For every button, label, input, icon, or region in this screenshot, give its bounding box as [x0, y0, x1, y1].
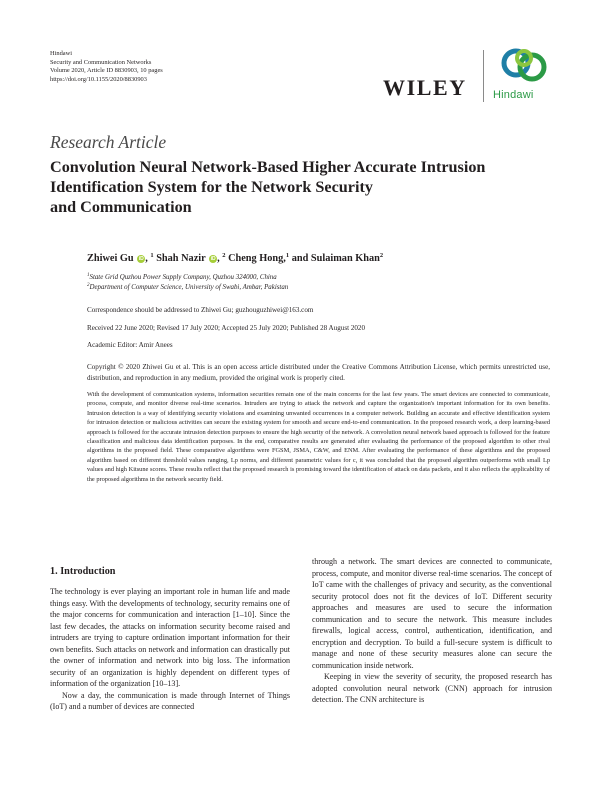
abstract: With the development of communication systems, information securities remain one of the main concerns for the last few years. The smart devices are connected to communicate, process, compute, and monitor diverse real-time scenarios. Intruders are trying to attack the network and capture the organization's important information for its own benefits. Intrusion detection is a way of identifying security violations and examining unwanted occurrences in a computer network. Building an accurate and effective identification system for intrusion detection or malicious activities can secure the existing system for smooth and secure end-to-end communication. In the proposed research work, a deep learning-based approach is followed for the accurate intrusion detection purposes to ensure the high security of the network. A convolution neural network based approach is followed for the feature classification and malicious data identification purposes. In the end, comparative results are generated after evaluating the performance of the proposed algorithm to other rival algorithms in the proposed field. These comparative algorithms were FGSM, JSMA, C&W, and ENM. After evaluating the performance of these algorithms and the proposed algorithm based on different threshold values ranging, Lp norms, and different parametric values for c, it was concluded that the proposed algorithm outperforms with small Lp values and high Kitsune scores. These results reflect that the proposed research is promising toward the identification of attack on data packets, and it also reflects the applicability of the proposed algorithms in the network security field.: [87, 391, 550, 483]
author-name[interactable]: Shah Nazir: [156, 253, 206, 264]
author-name[interactable]: Sulaiman Khan: [310, 253, 380, 264]
hindawi-logo-text: Hindawi: [493, 89, 534, 101]
section-heading: 1. Introduction: [50, 566, 116, 577]
orcid-icon[interactable]: iD: [210, 256, 216, 262]
body-column-right: [312, 556, 552, 706]
article-title: [50, 157, 560, 217]
author-affil-sup: 1: [150, 252, 154, 259]
title-line: and Communication: [50, 198, 192, 216]
author-affil-sup: 2: [379, 252, 384, 259]
publication-dates: Received 22 June 2020; Revised 17 July 2020; Accepted 25 July 2020; Published 28 August 2020: [87, 324, 366, 332]
hindawi-rings-icon: [496, 45, 552, 85]
title-line: Convolution Neural Network-Based Higher Accurate Intrusion: [50, 158, 486, 176]
journal-volume: Volume 2020, Article ID 8830903, 10 pages: [50, 67, 163, 75]
paragraph: through a network. The smart devices are connected to communicate, process, compute, and monitor diverse real-time scenarios. The concept of IoT came with the challenges of privacy and security, as the conventional security protocol does not fit the devices of IoT. Different security approaches and measures are used to secure the information communication and to secure the network. This measure includes firewalls, logical access, control, authentication, identification, and encryption and decryption. To build a full-secure system is difficult to manage and none of these security measures alone can secure the communication inside network.: [312, 557, 552, 670]
paragraph: Keeping in view the severity of security, the proposed research has adopted convolution neural network (CNN) approach for intrusion detection. The CNN architecture is: [312, 672, 552, 704]
copyright-notice: Copyright © 2020 Zhiwei Gu et al. This is an open access article distributed under the Creative Commons Attribution License, which permits unrestricted use, distribution, and reproduction in any medium, provided the original work is properly cited.: [87, 363, 550, 382]
affiliation-1: $^1$State Grid Quzhou Power Supply Company, Quzhou 324000, China: [87, 273, 277, 281]
paragraph: Now a day, the communication is made through Internet of Things (IoT) and a number of devices are connected: [50, 690, 290, 711]
correspondence: Correspondence should be addressed to Zhiwei Gu; guzhouguzhiwei@163.com: [87, 306, 314, 314]
author-name[interactable]: Zhiwei Gu: [87, 253, 134, 264]
academic-editor: Academic Editor: Amir Anees: [87, 341, 173, 349]
journal-doi[interactable]: https://doi.org/10.1155/2020/8830903: [50, 75, 147, 83]
author-list: Zhiwei Gu iD , $^1$ Shah Nazir iD , $^2$ Cheng Hong,$^1$ and Sulaiman Khan$^2$: [87, 252, 384, 264]
orcid-icon[interactable]: iD: [138, 256, 144, 262]
author-affil-sup: 2: [222, 252, 226, 259]
paragraph: The technology is ever playing an important role in human life and made things easy. With the developments of technology, security remains one of the major concerns for communication and interaction [1–10]. Since the last few decades, the attacks on information security become raised and intruders are trying to capture ordination important information for their own benefits. Such attacks on network and information can drastically put the owner of information and network into big loss. The information security of an organization is highly dependent on different types of information of the organization [10–13].: [50, 587, 290, 688]
title-line: Identification System for the Network Security: [50, 178, 373, 196]
logo-divider: [483, 50, 484, 102]
journal-meta: [50, 50, 163, 84]
journal-name: Security and Communication Networks: [50, 58, 152, 66]
affiliation-2: $^2$Department of Computer Science, University of Swabi, Ambar, Pakistan: [87, 283, 289, 291]
journal-publisher: Hindawi: [50, 50, 73, 57]
article-type: Research Article: [50, 132, 167, 152]
body-column-left: [50, 586, 290, 713]
wiley-logo: WILEY: [383, 75, 467, 100]
author-affil-sup: 1: [285, 252, 290, 259]
author-name[interactable]: Cheng Hong,: [228, 253, 286, 264]
